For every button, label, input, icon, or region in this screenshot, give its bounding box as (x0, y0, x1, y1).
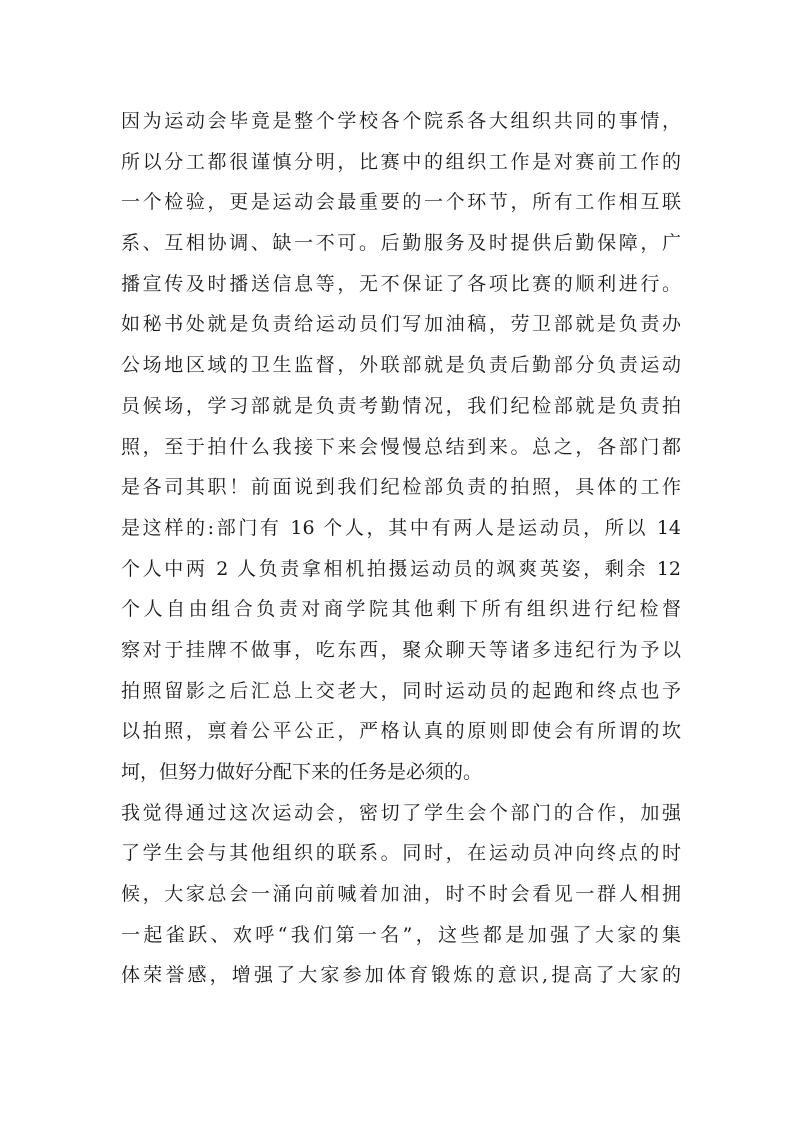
paragraph-2 (121, 304, 681, 792)
text-line: 因为运动会毕竟是整个学校各个院系各大组织共同的事情， (121, 110, 681, 132)
text-line: 播宣传及时播送信息等，无不保证了各项比赛的顺利进行。 (121, 272, 681, 295)
text-line: 照，至于拍什么我接下来会慢慢总结到来。总之，各部门都 (121, 435, 681, 458)
text-line: 以拍照，禀着公平公正，严格认真的原则即使会有所谓的坎 (121, 720, 681, 743)
text-line: 一起雀跃、欢呼“我们第一名”，这些都是加强了大家的集 (121, 923, 681, 946)
text-line: 所以分工都很谨慎分明，比赛中的组织工作是对赛前工作的 (121, 150, 681, 173)
text-line: 了学生会与其他组织的联系。同时，在运动员冲向终点的时 (121, 842, 681, 865)
text-line: 员候场，学习部就是负责考勤情况，我们纪检部就是负责拍 (121, 394, 681, 417)
text-line: 我觉得通过这次运动会，密切了学生会个部门的合作，加强 (121, 801, 681, 824)
text-line: 察对于挂牌不做事，吃东西，聚众聊天等诸多违纪行为予以 (121, 638, 681, 661)
text-line: 体荣誉感，增强了大家参加体育锻炼的意识,提高了大家的 (121, 964, 681, 987)
text-line: 坷，但努力做好分配下来的任务是必须的。 (121, 761, 483, 783)
text-line: 一个检验，更是运动会最重要的一个环节，所有工作相互联 (121, 191, 681, 214)
text-line: 系、互相协调、缺一不可。后勤服务及时提供后勤保障，广 (121, 232, 681, 255)
text-line: 是这样的:部门有 16 个人，其中有两人是运动员，所以 14 (121, 516, 681, 539)
text-line: 候，大家总会一涌向前喊着加油，时不时会看见一群人相拥 (121, 883, 681, 906)
text-line: 拍照留影之后汇总上交老大，同时运动员的起跑和终点也予 (121, 679, 681, 702)
text-line: 公场地区域的卫生监督，外联部就是负责后勤部分负责运动 (121, 354, 681, 377)
paragraph-3 (121, 793, 681, 996)
text-line: 是各司其职！前面说到我们纪检部负责的拍照，具体的工作 (121, 476, 681, 499)
paragraph-1 (121, 101, 681, 304)
text-line: 个人中两 2 人负责拿相机拍摄运动员的飒爽英姿，剩余 12 (121, 557, 681, 580)
document-body (121, 101, 681, 996)
text-line: 如秘书处就是负责给运动员们写加油稿，劳卫部就是负责办 (121, 313, 681, 336)
text-line: 个人自由组合负责对商学院其他剩下所有组织进行纪检督 (121, 598, 681, 621)
